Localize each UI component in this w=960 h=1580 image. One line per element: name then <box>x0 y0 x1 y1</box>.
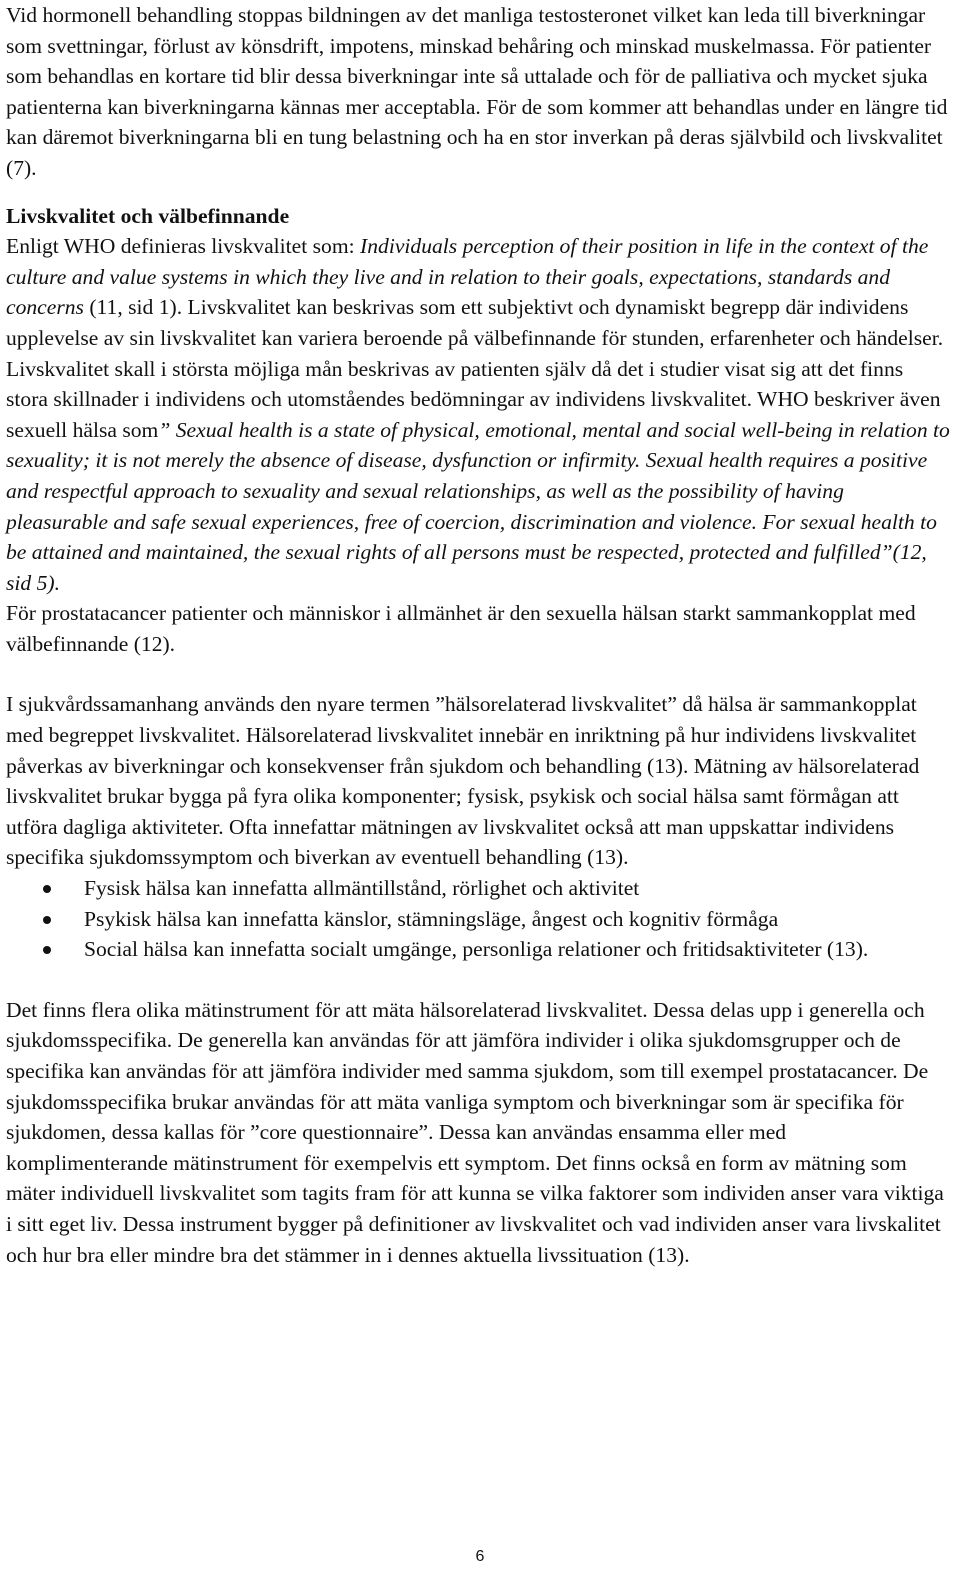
who-quote-quality-of-life: Individuals perception of their position in life in the context of the culture and value systems in which they live and in relation to their goals, expectations, standards and concerns <box>6 234 929 320</box>
paragraph-measurement-instruments: Det finns flera olika mätinstrument för att mäta hälsorelaterad livskvalitet. Dessa delas upp i generella och sjukdomsspecifika. De generella kan användas för att jämföra individer i olika sjukdomsgrupper och de specifika kan användas för att jämföra individer med samma sjukdom, som till exempel prostatacancer. De sjukdomsspecifika brukar användas för att mäta vanliga symptom och biverkningar som är specifika för sjukdomen, dessa kallas för ”core questionnaire”. Dessa kan användas ensamma eller med komplimenterande mätinstrument för exempelvis ett symptom. Det finns också en form av mätning som mäter individuell livskvalitet som tagits fram för att kunna se vilka faktorer som individen anser vara viktiga i sitt eget liv. Dessa instrument bygger på definitioner av livskvalitet och vad individen anser vara livskalitet och hur bra eller mindre bra det stämmer in i dennes aktuella livssituation (13). <box>6 997 944 1267</box>
list-item <box>6 873 950 904</box>
page-number: 6 <box>475 1548 485 1565</box>
citation-11: (11, sid 1). <box>83 295 183 320</box>
section-heading: Livskvalitet och välbefinnande <box>6 203 290 228</box>
list-item-text: Fysisk hälsa kan innefatta allmäntillstånd, rörlighet och aktivitet <box>84 876 640 901</box>
paragraph-prostate-sexual-health: För prostatacancer patienter och människor i allmänhet är den sexuella hälsan starkt sammankopplat med välbefinnande (12). <box>6 601 916 656</box>
list-item-text: Psykisk hälsa kan innefatta känslor, stämningsläge, ångest och kognitiv förmåga <box>84 906 779 931</box>
quality-of-life-description: Livskvalitet kan beskrivas som ett subjektivt och dynamiskt begrepp där individens upplevelse av sin livskvalitet kan variera beroende på välbefinnande för stunden, erfarenheter och händelser. Livskvalitet skall i största möjliga mån beskrivas av patienten själv då det i studier visat sig att det finns stora skillnader i individens och utomståendes bedömningar av individens livskvalitet. WHO beskriver även sexuell hälsa som <box>6 295 944 442</box>
paragraph-hormonal-treatment: Vid hormonell behandling stoppas bildningen av det manliga testosteronet vilket kan leda till biverkningar som svettningar, förlust av könsdrift, impotens, minskad behåring och minskad muskelmassa. För patienter som behandlas en kortare tid blir dessa biverkningar inte så uttalade och för de palliativa och mycket sjuka patienterna kan biverkningarna kännas mer acceptabla. För de som kommer att behandlas under en längre tid kan däremot biverkningarna bli en tung belastning och ha en stor inverkan på deras självbild och livskvalitet (7). <box>6 3 948 180</box>
who-intro-text: Enligt WHO definieras livskvalitet som: <box>6 234 361 259</box>
list-item <box>6 934 950 965</box>
paragraph-who-definition <box>6 231 950 598</box>
health-components-list <box>6 873 950 965</box>
bullet-icon <box>43 885 51 893</box>
list-item-text: Social hälsa kan innefatta socialt umgänge, personliga relationer och fritidsaktiviteter (13). <box>84 937 869 962</box>
who-quote-sexual-health: ” Sexual health is a state of physical, emotional, mental and social well-being in relation to sexuality; it is not merely the absence of disease, dysfunction or infirmity. Sexual health requires a positive and respectful approach to sexuality and sexual relationships, as well as the possibility of having pleasurable and safe sexual experiences, free of coercion, discrimination and violence. For sexual health to be attained and maintained, the sexual rights of all persons must be respected, protected and fulfilled”(12, sid 5). <box>6 417 950 595</box>
list-item <box>6 904 950 935</box>
bullet-icon <box>43 946 51 954</box>
document-page <box>6 0 950 1270</box>
paragraph-health-related-qol: I sjukvårdssamanhang används den nyare termen ”hälsorelaterad livskvalitet” då hälsa är sammankopplat med begreppet livskvalitet. Hälsorelaterad livskvalitet innebär en inriktning på hur individens livskvalitet påverkas av biverkningar och konsekvenser från sjukdom och behandling (13). Mätning av hälsorelaterad livskvalitet brukar bygga på fyra olika komponenter; fysisk, psykisk och social hälsa samt förmågan att utföra dagliga aktiviteter. Ofta innefattar mätningen av livskvalitet också att man uppskattar individens specifika sjukdomssymptom och biverkan av eventuell behandling (13). <box>6 692 920 870</box>
bullet-icon <box>43 916 51 924</box>
